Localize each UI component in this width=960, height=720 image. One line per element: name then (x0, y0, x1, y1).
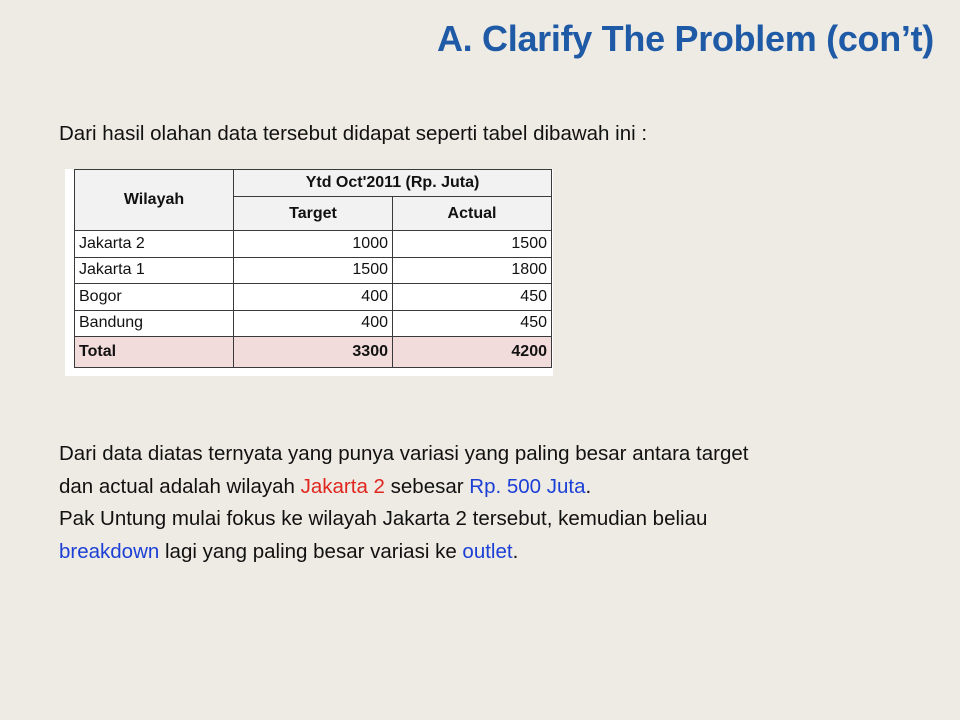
cell-region: Bandung (75, 310, 234, 337)
total-label: Total (75, 337, 234, 368)
table-row (75, 231, 552, 258)
text-run: dan actual adalah wilayah (59, 474, 301, 498)
body-paragraph (59, 438, 919, 568)
cell-region: Jakarta 2 (75, 231, 234, 258)
slide-title: A. Clarify The Problem (con’t) (436, 18, 934, 59)
header-target: Target (234, 197, 393, 231)
text-run: . (585, 474, 592, 498)
highlight-breakdown: breakdown (59, 539, 160, 563)
paragraph-line (59, 536, 919, 569)
data-table-image (65, 169, 553, 376)
paragraph-line: Dari data diatas ternyata yang punya variasi yang paling besar antara target (59, 442, 749, 465)
cell-region: Bogor (75, 284, 234, 311)
header-region: Wilayah (75, 170, 234, 231)
highlight-region: Jakarta 2 (300, 474, 385, 498)
paragraph-line: Pak Untung mulai fokus ke wilayah Jakarta 2 tersebut, kemudian beliau (59, 507, 708, 530)
cell-target: 1500 (234, 257, 393, 284)
paragraph-line (59, 471, 919, 504)
cell-actual: 450 (393, 310, 552, 337)
total-row (75, 337, 552, 368)
header-actual: Actual (393, 197, 552, 231)
highlight-amount: Rp. 500 Juta (469, 474, 586, 498)
total-actual: 4200 (393, 337, 552, 368)
table-row (75, 310, 552, 337)
cell-region: Jakarta 1 (75, 257, 234, 284)
table-row (75, 257, 552, 284)
cell-actual: 1800 (393, 257, 552, 284)
cell-actual: 450 (393, 284, 552, 311)
table-row (75, 284, 552, 311)
cell-actual: 1500 (393, 231, 552, 258)
header-period: Ytd Oct'2011 (Rp. Juta) (234, 170, 552, 197)
text-run: sebesar (384, 474, 470, 498)
text-run: lagi yang paling besar variasi ke (159, 539, 463, 563)
cell-target: 1000 (234, 231, 393, 258)
highlight-outlet: outlet (462, 539, 513, 563)
cell-target: 400 (234, 284, 393, 311)
total-target: 3300 (234, 337, 393, 368)
text-run: . (512, 539, 519, 563)
region-table (74, 169, 552, 368)
intro-text: Dari hasil olahan data tersebut didapat seperti tabel dibawah ini : (59, 122, 648, 145)
cell-target: 400 (234, 310, 393, 337)
